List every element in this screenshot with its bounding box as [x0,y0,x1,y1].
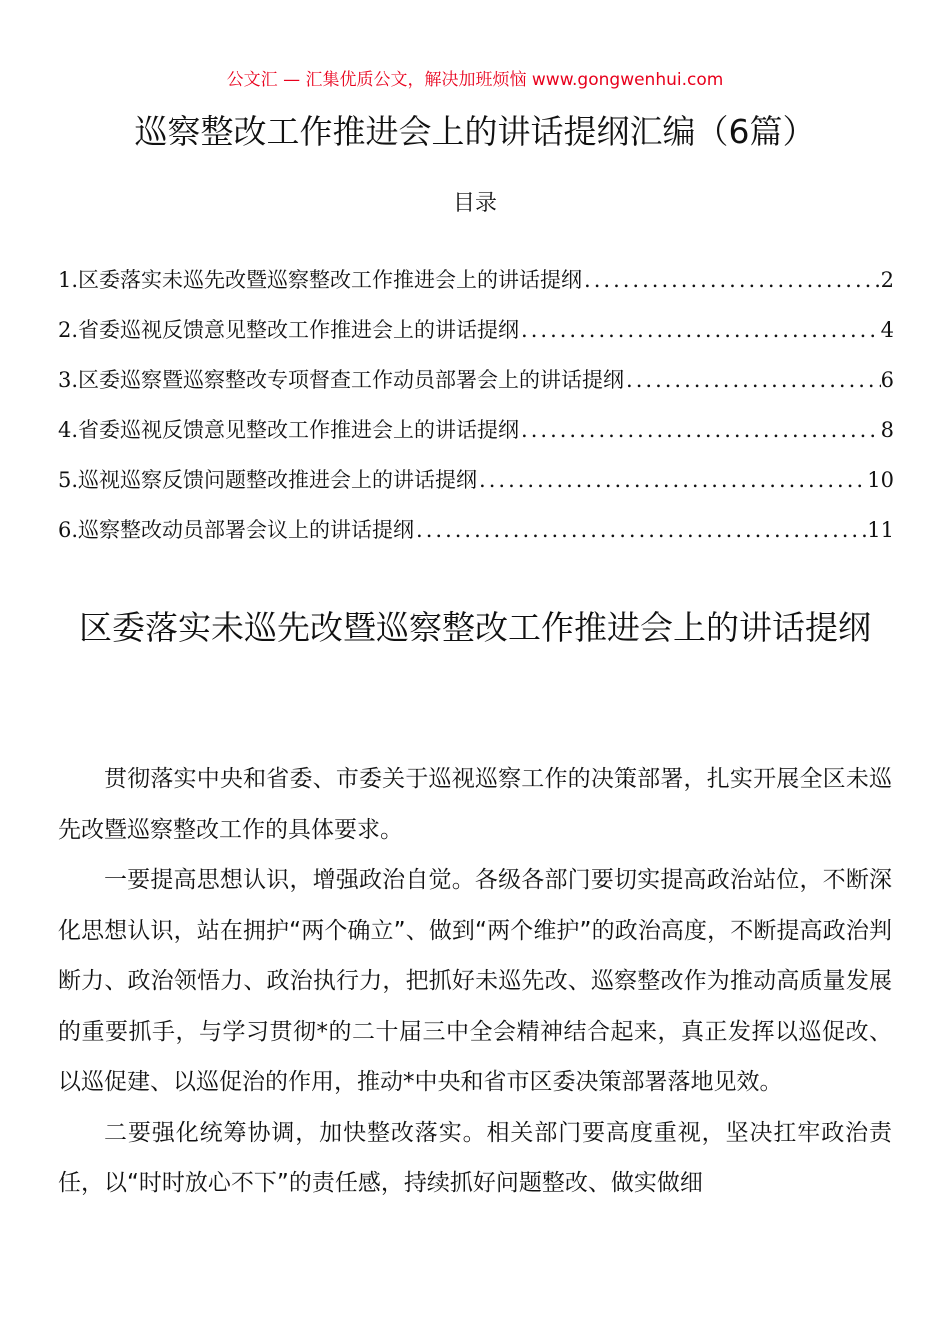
toc-leader-dots [519,412,881,448]
toc-entry-title: 省委巡视反馈意见整改工作推进会上的讲话提纲 [78,418,520,442]
toc-entry-number: 4. [58,418,79,442]
section-title: 区委落实未巡先改暨巡察整改工作推进会上的讲话提纲 [79,608,871,647]
header-banner[interactable]: 公文汇 — 汇集优质公文，解决加班烦恼 www.gongwenhui.com [226,70,724,90]
toc-heading: 目录 [452,191,497,216]
toc-entry-number: 1. [58,268,79,292]
toc-leader-dots [624,362,881,398]
toc-leader-dots [477,462,867,498]
toc-entry-page: 8 [880,418,894,442]
toc-leader-dots [519,312,881,348]
toc-entry-page: 10 [867,468,894,492]
toc-entry-page: 4 [880,318,894,342]
toc-entry-page: 6 [880,368,894,392]
paragraph: 贯彻落实中央和省委、市委关于巡视巡察工作的决策部署，扎实开展全区未巡先改暨巡察整改工作的具体要求。 [58,766,892,843]
toc-entry-page: 2 [880,268,894,292]
toc-entry-number: 6. [58,518,79,542]
table-of-contents [58,262,894,562]
toc-entry-title: 区委落实未巡先改暨巡察整改工作推进会上的讲话提纲 [78,268,583,292]
toc-entry[interactable] [58,312,894,362]
toc-entry[interactable] [58,362,894,412]
toc-leader-dots [582,262,881,298]
toc-entry-number: 3. [58,368,79,392]
paragraph: 一要提高思想认识，增强政治自觉。各级各部门要切实提高政治站位，不断深化思想认识，站在拥护“两个确立”、做到“两个维护”的政治高度，不断提高政治判断力、政治领悟力、政治执行力，把抓好未巡先改、巡察整改作为推动高质量发展的重要抓手，与学习贯彻*的二十届三中全会精神结合起来，真正发挥以巡促改、以巡促建、以巡促治的作用，推动*中央和省市区委决策部署落地见效。 [58,867,892,1095]
toc-entry[interactable] [58,462,894,512]
toc-entry-title: 巡视巡察反馈问题整改推进会上的讲话提纲 [78,468,478,492]
toc-entry-number: 5. [58,468,79,492]
toc-entry-title: 巡察整改动员部署会议上的讲话提纲 [78,518,415,542]
toc-leader-dots [414,512,867,548]
toc-entry-page: 11 [867,518,894,542]
body-text [58,754,892,1209]
toc-entry[interactable] [58,412,894,462]
paragraph: 二要强化统筹协调，加快整改落实。相关部门要高度重视，坚决扛牢政治责任，以“时时放心不下”的责任感，持续抓好问题整改、做实做细 [58,1119,892,1196]
toc-entry[interactable] [58,262,894,312]
toc-entry-title: 区委巡察暨巡察整改专项督查工作动员部署会上的讲话提纲 [78,368,625,392]
toc-entry[interactable] [58,512,894,562]
toc-entry-number: 2. [58,318,79,342]
document-title: 巡察整改工作推进会上的讲话提纲汇编（6篇） [134,112,816,151]
toc-entry-title: 省委巡视反馈意见整改工作推进会上的讲话提纲 [78,318,520,342]
